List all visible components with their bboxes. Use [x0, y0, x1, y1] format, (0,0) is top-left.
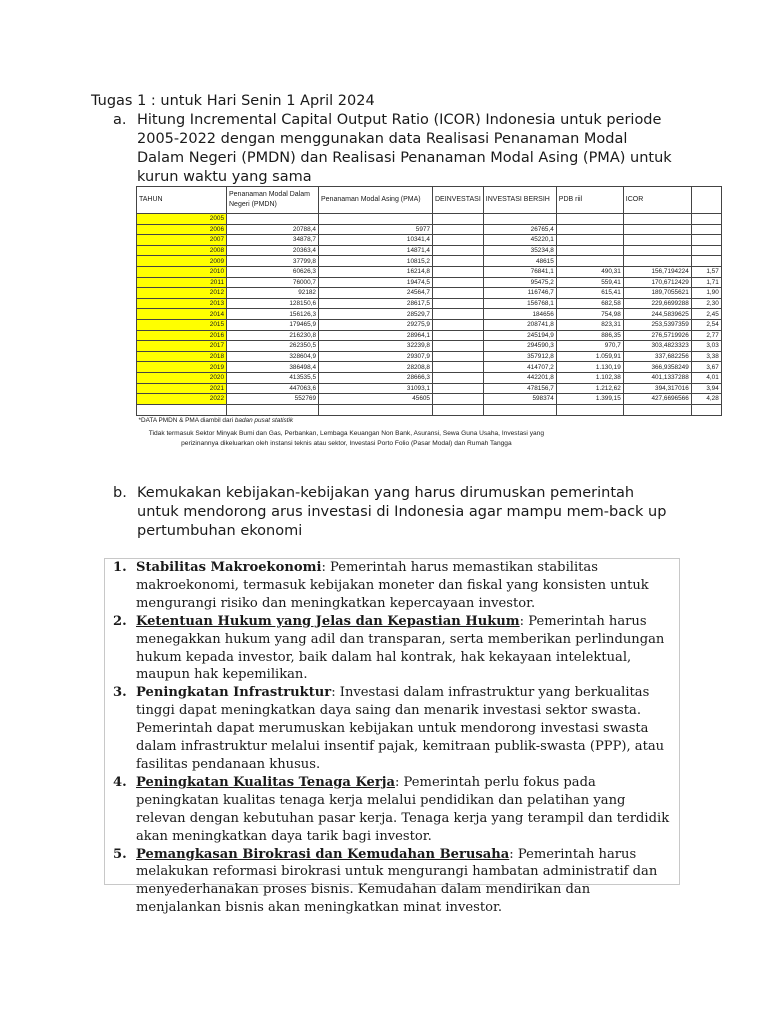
value-cell: 156768,1	[483, 298, 556, 309]
value-cell: 3,38	[691, 351, 721, 362]
year-cell: 2009	[137, 256, 227, 267]
value-cell	[556, 214, 623, 225]
answer-item	[105, 774, 673, 846]
value-cell: 76000,7	[227, 277, 319, 288]
value-cell: 276,5719926	[623, 330, 691, 341]
icor-table	[136, 186, 722, 453]
value-cell	[433, 214, 484, 225]
value-cell: 245194,9	[483, 330, 556, 341]
value-cell: 116746,7	[483, 288, 556, 299]
answer-heading: Stabilitas Makroekonomi	[136, 560, 322, 575]
value-cell: 303,4823323	[623, 341, 691, 352]
answer-heading: Pemangkasan Birokrasi dan Kemudahan Berusaha	[136, 846, 510, 862]
value-cell: 366,9358249	[623, 362, 691, 373]
value-cell: 2,45	[691, 309, 721, 320]
assignment-title: Tugas 1 : untuk Hari Senin 1 April 2024	[91, 93, 375, 109]
empty-cell	[483, 404, 556, 415]
answer-heading: Ketentuan Hukum yang Jelas dan Kepastian Hukum	[136, 613, 520, 629]
col-header-pma: Penanaman Modal Asing (PMA)	[319, 187, 433, 214]
table-row	[137, 245, 722, 256]
value-cell: 386498,4	[227, 362, 319, 373]
answer-number: 3.	[113, 685, 127, 701]
table-row	[137, 309, 722, 320]
col-header-investasi-bersih: INVESTASI BERSIH	[483, 187, 556, 214]
value-cell	[227, 214, 319, 225]
value-cell: 45220,1	[483, 235, 556, 246]
value-cell: 37799,8	[227, 256, 319, 267]
value-cell: 823,31	[556, 319, 623, 330]
table-row	[137, 214, 722, 225]
col-header-pdb-riil: PDB riil	[556, 187, 623, 214]
value-cell: 48615	[483, 256, 556, 267]
value-cell: 28208,8	[319, 362, 433, 373]
value-cell	[623, 214, 691, 225]
value-cell: 3,67	[691, 362, 721, 373]
value-cell	[691, 214, 721, 225]
value-cell: 229,6699288	[623, 298, 691, 309]
value-cell: 60626,3	[227, 266, 319, 277]
value-cell: 401,1337288	[623, 372, 691, 383]
value-cell: 1.059,91	[556, 351, 623, 362]
empty-cell	[433, 404, 484, 415]
value-cell: 328604,9	[227, 351, 319, 362]
value-cell	[623, 224, 691, 235]
value-cell	[433, 372, 484, 383]
item-a-text: Hitung Incremental Capital Output Ratio (ICOR) Indonesia untuk periode 2005-2022 dengan menggunakan data Realisasi Penanaman Modal Dalam Negeri (PMDN) dan Realisasi Penanaman Modal Asing (PMA) untuk kurun waktu yang sama	[137, 112, 672, 185]
value-cell	[556, 256, 623, 267]
value-cell: 128150,6	[227, 298, 319, 309]
value-cell: 754,98	[556, 309, 623, 320]
value-cell: 5977	[319, 224, 433, 235]
answer-number: 4.	[113, 774, 127, 790]
table-row	[137, 394, 722, 405]
empty-cell	[556, 404, 623, 415]
table-row	[137, 383, 722, 394]
answer-item	[105, 559, 673, 613]
value-cell: 413535,5	[227, 372, 319, 383]
value-cell: 28964,1	[319, 330, 433, 341]
value-cell: 19474,5	[319, 277, 433, 288]
answer-heading: Peningkatan Kualitas Tenaga Kerja	[136, 774, 395, 790]
answer-body: : Pemerintah harus melakukan reformasi birokrasi untuk mengurangi hambatan administratif dan menyederhanakan proses bisnis. Kemudahan dalam mendirikan dan menjalankan bisnis akan meningkatkan minat investor.	[136, 846, 658, 916]
value-cell	[623, 245, 691, 256]
answer-item	[105, 613, 673, 685]
value-cell: 189,7055621	[623, 288, 691, 299]
answer-box	[104, 558, 680, 916]
value-cell: 216230,8	[227, 330, 319, 341]
value-cell: 29275,9	[319, 319, 433, 330]
value-cell: 92182	[227, 288, 319, 299]
value-cell: 31093,1	[319, 383, 433, 394]
year-cell: 2014	[137, 309, 227, 320]
table-note-row	[137, 425, 722, 453]
year-cell: 2017	[137, 341, 227, 352]
year-cell: 2021	[137, 383, 227, 394]
value-cell: 2,54	[691, 319, 721, 330]
value-cell: 262350,5	[227, 341, 319, 352]
value-cell	[433, 319, 484, 330]
value-cell	[433, 256, 484, 267]
value-cell: 28617,5	[319, 298, 433, 309]
value-cell	[433, 245, 484, 256]
answer-number: 5.	[113, 846, 127, 862]
table-row	[137, 351, 722, 362]
value-cell: 184656	[483, 309, 556, 320]
value-cell	[623, 256, 691, 267]
value-cell: 478156,7	[483, 383, 556, 394]
value-cell: 20363,4	[227, 245, 319, 256]
value-cell: 1,90	[691, 288, 721, 299]
value-cell: 4,01	[691, 372, 721, 383]
value-cell	[691, 224, 721, 235]
answer-body: : Investasi dalam infrastruktur yang berkualitas tinggi dapat meningkatkan daya saing dan menarik investasi sektor swasta. Pemerintah dapat merumuskan kebijakan untuk mendorong investasi swasta dalam infrastruktur melalui insentif pajak, kemitraan publik-swasta (PPP), atau fasilitas pendanaan khusus.	[136, 685, 665, 772]
table-row	[137, 288, 722, 299]
value-cell	[433, 383, 484, 394]
value-cell: 1,57	[691, 266, 721, 277]
table-row	[137, 372, 722, 383]
value-cell: 95475,2	[483, 277, 556, 288]
table-row	[137, 362, 722, 373]
answer-number: 1.	[113, 560, 127, 575]
empty-cell	[137, 404, 227, 415]
year-cell: 2019	[137, 362, 227, 373]
table-row	[137, 224, 722, 235]
value-cell: 244,5839625	[623, 309, 691, 320]
value-cell: 3,94	[691, 383, 721, 394]
value-cell: 1.102,38	[556, 372, 623, 383]
answer-number: 2.	[113, 613, 127, 629]
footnote-source: badan pusat statistik	[234, 416, 294, 424]
value-cell	[433, 266, 484, 277]
value-cell	[433, 288, 484, 299]
value-cell	[433, 394, 484, 405]
value-cell: 28666,3	[319, 372, 433, 383]
footnote-prefix: *DATA PMDN & PMA diambil dari	[138, 416, 235, 424]
answer-item	[105, 846, 673, 918]
value-cell: 1.399,15	[556, 394, 623, 405]
value-cell	[556, 235, 623, 246]
value-cell: 1.212,62	[556, 383, 623, 394]
value-cell: 559,41	[556, 277, 623, 288]
value-cell: 447063,6	[227, 383, 319, 394]
value-cell: 294590,3	[483, 341, 556, 352]
year-cell: 2018	[137, 351, 227, 362]
table-footnote	[137, 415, 722, 425]
value-cell	[433, 224, 484, 235]
value-cell: 615,41	[556, 288, 623, 299]
value-cell: 16214,8	[319, 266, 433, 277]
value-cell	[433, 235, 484, 246]
value-cell: 490,31	[556, 266, 623, 277]
value-cell: 32239,8	[319, 341, 433, 352]
value-cell	[433, 277, 484, 288]
table-row	[137, 277, 722, 288]
year-cell: 2012	[137, 288, 227, 299]
value-cell: 682,58	[556, 298, 623, 309]
table-row	[137, 266, 722, 277]
col-header-blank	[691, 187, 721, 214]
value-cell: 552769	[227, 394, 319, 405]
value-cell: 2,30	[691, 298, 721, 309]
answer-body: : Pemerintah harus menegakkan hukum yang adil dan transparan, serta memberikan perlindungan hukum kepada investor, baik dalam hal kontrak, hak kekayaan intelektual, maupun hak kepemilikan.	[136, 613, 665, 683]
value-cell: 170,6712429	[623, 277, 691, 288]
value-cell: 156126,3	[227, 309, 319, 320]
answer-heading: Peningkatan Infrastruktur	[136, 685, 332, 701]
answer-body: : Pemerintah perlu fokus pada peningkatan kualitas tenaga kerja melalui pendidikan dan pelatihan yang relevan dengan kebutuhan pasar kerja. Tenaga kerja yang terampil dan terdidik akan meningkatkan daya tarik bagi investor.	[136, 774, 670, 844]
value-cell: 26765,4	[483, 224, 556, 235]
table-footnote-row	[137, 415, 722, 425]
value-cell: 20788,4	[227, 224, 319, 235]
value-cell	[433, 341, 484, 352]
year-cell: 2022	[137, 394, 227, 405]
year-cell: 2013	[137, 298, 227, 309]
col-header-tahun: TAHUN	[137, 187, 227, 214]
table-note: Tidak termasuk Sektor Minyak Bumi dan Gas, Perbankan, Lembaga Keuangan Non Bank, Asuransi, Sewa Guna Usaha, Investasi yang perizinannya dikeluarkan oleh instansi teknis atau sektor, Investasi Porto Folio (Pasar Modal) dan Rumah Tangga	[148, 429, 544, 447]
empty-cell	[623, 404, 691, 415]
answer-item	[105, 684, 673, 774]
table-row	[137, 256, 722, 267]
empty-cell	[319, 404, 433, 415]
value-cell: 35234,8	[483, 245, 556, 256]
col-header-icor: ICOR	[623, 187, 691, 214]
value-cell	[433, 309, 484, 320]
value-cell	[691, 256, 721, 267]
value-cell	[623, 235, 691, 246]
value-cell: 4,28	[691, 394, 721, 405]
table-row	[137, 298, 722, 309]
table-blank-row	[137, 404, 722, 415]
value-cell: 14871,4	[319, 245, 433, 256]
value-cell: 414707,2	[483, 362, 556, 373]
item-b	[113, 484, 673, 541]
year-cell: 2015	[137, 319, 227, 330]
value-cell: 598374	[483, 394, 556, 405]
value-cell	[433, 330, 484, 341]
value-cell: 10341,4	[319, 235, 433, 246]
year-cell: 2005	[137, 214, 227, 225]
item-a-marker: a.	[113, 112, 127, 128]
year-cell: 2006	[137, 224, 227, 235]
value-cell: 10815,2	[319, 256, 433, 267]
table-row	[137, 235, 722, 246]
value-cell: 427,6696566	[623, 394, 691, 405]
year-cell: 2011	[137, 277, 227, 288]
value-cell: 357912,8	[483, 351, 556, 362]
value-cell: 28529,7	[319, 309, 433, 320]
value-cell: 1,71	[691, 277, 721, 288]
value-cell: 1.130,19	[556, 362, 623, 373]
table-row	[137, 330, 722, 341]
value-cell: 253,5397359	[623, 319, 691, 330]
year-cell: 2016	[137, 330, 227, 341]
value-cell: 3,03	[691, 341, 721, 352]
year-cell: 2008	[137, 245, 227, 256]
value-cell	[556, 245, 623, 256]
year-cell: 2010	[137, 266, 227, 277]
table-row	[137, 341, 722, 352]
value-cell	[433, 362, 484, 373]
item-a	[113, 111, 673, 187]
value-cell: 24564,7	[319, 288, 433, 299]
value-cell: 179465,9	[227, 319, 319, 330]
value-cell	[556, 224, 623, 235]
table-row	[137, 319, 722, 330]
value-cell: 886,35	[556, 330, 623, 341]
value-cell	[483, 214, 556, 225]
empty-cell	[556, 425, 721, 453]
value-cell: 394,317016	[623, 383, 691, 394]
value-cell: 970,7	[556, 341, 623, 352]
value-cell: 34878,7	[227, 235, 319, 246]
answer-list	[105, 559, 679, 917]
year-cell: 2007	[137, 235, 227, 246]
value-cell	[319, 214, 433, 225]
year-cell: 2020	[137, 372, 227, 383]
value-cell: 2,77	[691, 330, 721, 341]
value-cell: 442201,8	[483, 372, 556, 383]
col-header-deinvestasi: DEINVESTASI	[433, 187, 484, 214]
empty-cell	[691, 404, 721, 415]
value-cell	[433, 298, 484, 309]
item-b-text: Kemukakan kebijakan-kebijakan yang harus dirumuskan pemerintah untuk mendorong arus investasi di Indonesia agar mampu mem-back up pertumbuhan ekonomi	[137, 485, 667, 539]
value-cell	[433, 351, 484, 362]
value-cell: 76841,1	[483, 266, 556, 277]
value-cell: 29307,9	[319, 351, 433, 362]
value-cell: 45605	[319, 394, 433, 405]
value-cell: 208741,8	[483, 319, 556, 330]
value-cell: 337,682256	[623, 351, 691, 362]
table-header-row	[137, 187, 722, 214]
col-header-pmdn: Penanaman Modal Dalam Negeri (PMDN)	[227, 187, 319, 214]
item-b-marker: b.	[113, 485, 127, 501]
value-cell: 156,7194224	[623, 266, 691, 277]
empty-cell	[227, 404, 319, 415]
value-cell	[691, 235, 721, 246]
value-cell	[691, 245, 721, 256]
answer-body: : Pemerintah harus memastikan stabilitas makroekonomi, termasuk kebijakan moneter dan fiskal yang konsisten untuk mengurangi risiko dan meningkatkan kepercayaan investor.	[136, 560, 649, 611]
